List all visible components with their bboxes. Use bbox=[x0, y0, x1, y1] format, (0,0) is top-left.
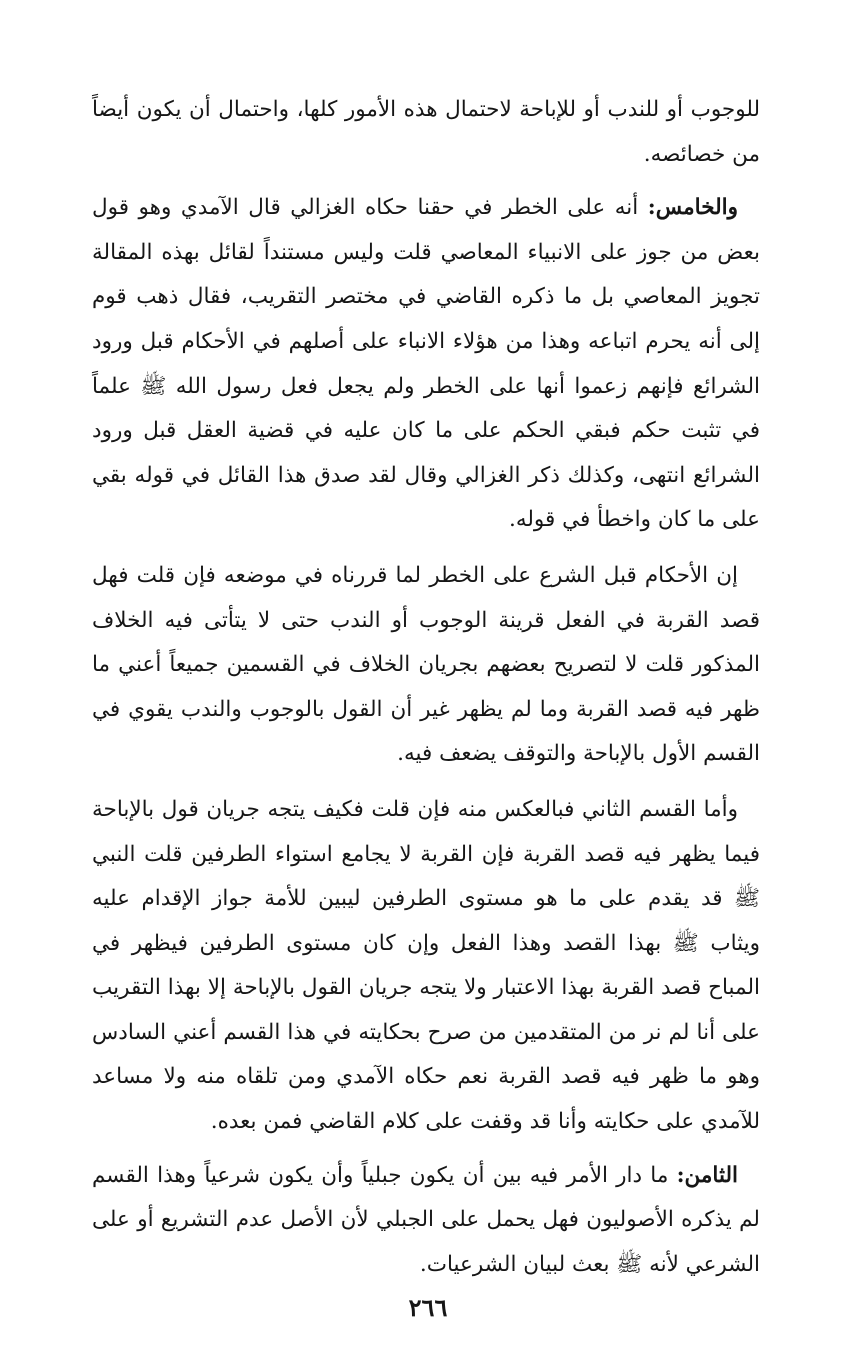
paragraph-2-text: أنه على الخطر في حقنا حكاه الغزالي قال الآمدي وهو قول بعض من جوز على الانبياء المعاصي قلت وليس مستنداً لقائل بهذه المقالة تجويز المعاصي بل ما ذكره القاضي في مختصر التقريب، فقال ذهب قوم إلى أنه يحرم اتباعه وهذا من هؤلاء الانباء على أصلهم في الأحكام قبل ورود الشرائع فإنهم زعموا أنها على الخطر ولم يجعل فعل رسول الله ﷺ علماً في تثبت حكم فبقي الحكم على ما كان عليه في قضية العقل قبل ورود الشرائع انتهى، وكذلك ذكر الغزالي وقال لقد صدق هذا القائل في قوله بقي على ما كان واخطأ في قوله. bbox=[92, 195, 760, 533]
paragraph-5-lead: الثامن: bbox=[676, 1162, 738, 1188]
paragraph-4-text: وأما القسم الثاني فبالعكس منه فإن قلت فكيف يتجه جريان قول بالإباحة فيما يظهر فيه قصد القربة فإن القربة لا يجامع استواء الطرفين قلت النبي ﷺ قد يقدم على ما هو مستوى الطرفين ليبين للأمة جواز الإقدام عليه ويثاب ﷺ بهذا القصد وهذا الفعل وإن كان مستوى الطرفين فيظهر في المباح قصد القربة بهذا الاعتبار ولا يتجه جريان القول بالإباحة إلا بهذا التقريب على أنا لم نر من المتقدمين من صرح بحكايته في هذا القسم أعني السادس وهو ما ظهر فيه قصد القربة نعم حكاه الآمدي ومن تلقاه منه ولا مساعد للآمدي على حكايته وأنا قد وقفت على كلام القاضي فمن بعده. bbox=[92, 796, 760, 1135]
paragraph-3 bbox=[92, 554, 760, 777]
paragraph-4 bbox=[92, 788, 760, 1145]
paragraph-5-text: ما دار الأمر فيه بين أن يكون جبلياً وأن يكون شرعياً وهذا القسم لم يذكره الأصوليون فهل يحمل على الجبلي لأن الأصل عدم التشريع أو على الشرعي لأنه ﷺ بعث لبيان الشرعيات. bbox=[92, 1162, 760, 1277]
paragraph-3-text: إن الأحكام قبل الشرع على الخطر لما قررناه في موضعه فإن قلت فهل قصد القربة في الفعل قرينة الوجوب أو الندب حتى لا يتأتى فيه الخلاف المذكور قلت لا لتصريح بعضهم بجريان الخلاف في القسمين جميعاً أعني ما ظهر فيه قصد القربة وما لم يظهر غير أن القول بالوجوب والندب يقوي في القسم الأول بالإباحة والتوقف يضعف فيه. bbox=[92, 562, 760, 767]
paragraph-2-lead: والخامس: bbox=[647, 195, 738, 221]
page-number: ٢٦٦ bbox=[408, 1293, 448, 1322]
paragraph-2 bbox=[92, 186, 760, 543]
paragraph-5 bbox=[92, 1154, 760, 1288]
paragraph-1-text: للوجوب أو للندب أو للإباحة لاحتمال هذه الأمور كلها، واحتمال أن يكون أيضاً من خصائصه. bbox=[92, 97, 760, 167]
paragraph-1 bbox=[92, 88, 760, 177]
